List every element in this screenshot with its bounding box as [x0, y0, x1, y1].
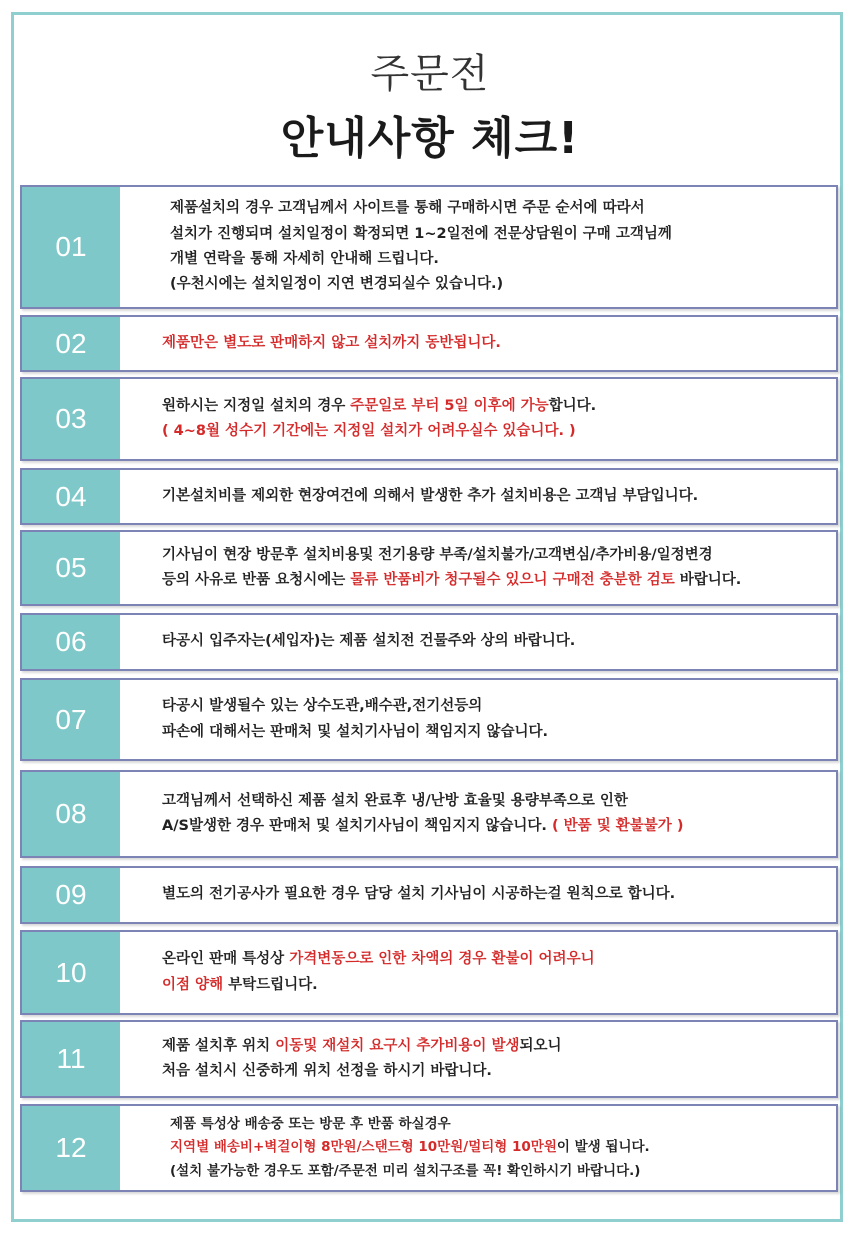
item-text: [162, 772, 830, 856]
item-number-badge: 07: [22, 680, 120, 759]
item-text: [170, 1106, 830, 1190]
text-line: [162, 789, 830, 814]
item-text: [162, 680, 830, 759]
title-line-2: 안내사항 체크!: [280, 113, 580, 164]
body-text: (설치 불가능한 경우도 포함/주문전 미리 설치구조를 꼭! 확인하시기 바랍니다.): [170, 1162, 641, 1179]
body-text: (우천시에는 설치일정이 지연 변경되실수 있습니다.): [170, 276, 504, 293]
body-text: A/S발생한 경우 판매처 및 설치기사님이 책임지지 않습니다.: [162, 818, 552, 834]
text-line: [162, 1059, 830, 1084]
item-number-badge: 10: [22, 932, 120, 1013]
body-text: 온라인 판매 특성상: [162, 951, 290, 968]
body-text: 기사님이 현장 방문후 설치비용및 전기용량 부족/설치불가/고객변심/추가비용/일정변경: [162, 546, 713, 563]
highlight-text: ( 4~8월 성수기 기간에는 지정일 설치가 어려우실수 있습니다. ): [162, 423, 576, 439]
item-text: [162, 868, 830, 922]
text-line: [162, 543, 830, 568]
highlight-text: 이동및 재설치 요구시 추가비용이 발생: [275, 1037, 520, 1054]
notice-item-08: [20, 770, 838, 858]
notice-item-10: [20, 930, 838, 1015]
body-text: 기본설치비를 제외한 현장여건에 의해서 발생한 추가 설치비용은 고객님 부담입니다.: [162, 487, 699, 504]
text-line: [162, 882, 830, 907]
item-number-badge: 01: [22, 187, 120, 307]
text-line: [170, 272, 830, 297]
notice-item-06: [20, 613, 838, 671]
item-text: [162, 615, 830, 669]
item-text: [162, 532, 830, 604]
item-number-badge: 08: [22, 772, 120, 856]
text-line: [162, 484, 830, 509]
body-text: 제품설치의 경우 고객님께서 사이트를 통해 구매하시면 주문 순서에 따라서: [170, 200, 645, 217]
text-line: [170, 1136, 830, 1160]
item-number-badge: 11: [22, 1022, 120, 1096]
item-text: [162, 470, 830, 523]
notice-item-03: [20, 377, 838, 461]
highlight-text: 물류 반품비가 청구될수 있으니 구매전 충분한 검토: [350, 572, 675, 588]
body-text: 합니다.: [548, 397, 597, 414]
highlight-text: 주문일로 부터 5일 이후에 가능: [350, 397, 549, 414]
title-line-1: 주문전: [370, 51, 490, 97]
highlight-text: 이점 양해: [162, 976, 224, 993]
text-line: [162, 1034, 830, 1059]
body-text: 이 발생 됩니다.: [556, 1139, 650, 1156]
body-text: 타공시 입주자는(세입자)는 제품 설치전 건물주와 상의 바랍니다.: [162, 633, 576, 650]
item-text: [162, 379, 830, 459]
notice-item-09: [20, 866, 838, 924]
notice-item-01: [20, 185, 838, 309]
body-text: 원하시는 지정일 설치의 경우: [162, 397, 351, 414]
text-line: [162, 720, 830, 745]
text-line: [162, 947, 830, 972]
text-line: [162, 331, 830, 356]
text-line: [170, 222, 830, 247]
notice-item-12: [20, 1104, 838, 1192]
item-number-badge: 06: [22, 615, 120, 669]
notice-item-02: [20, 315, 838, 372]
highlight-text: 가격변동으로 인한 차액의 경우 환불이 어려우니: [289, 951, 595, 968]
item-text: [162, 932, 830, 1013]
item-text: [162, 317, 830, 370]
highlight-text: ( 반품 및 환불불가 ): [551, 818, 684, 834]
body-text: 개별 연락을 통해 자세히 안내해 드립니다.: [170, 251, 439, 267]
text-line: [162, 973, 830, 998]
body-text: 등의 사유로 반품 요청시에는: [162, 572, 351, 588]
item-number-badge: 02: [22, 317, 120, 370]
text-line: [170, 247, 830, 272]
body-text: 제품 설치후 위치: [162, 1037, 276, 1054]
item-text: [162, 1022, 830, 1096]
body-text: 파손에 대해서는 판매처 및 설치기사님이 책임지지 않습니다.: [162, 723, 548, 740]
text-line: [162, 394, 830, 419]
body-text: 처음 설치시 신중하게 위치 선정을 하시기 바랍니다.: [162, 1063, 492, 1079]
body-text: 타공시 발생될수 있는 상수도관,배수관,전기선등의: [162, 698, 483, 715]
body-text: 제품 특성상 배송중 또는 방문 후 반품 하실경우: [170, 1115, 451, 1132]
body-text: 설치가 진행되며 설치일정이 확정되면 1~2일전에 전문상담원이 구매 고객님께: [170, 225, 672, 242]
notice-item-11: [20, 1020, 838, 1098]
item-number-badge: 05: [22, 532, 120, 604]
body-text: 부탁드립니다.: [223, 976, 318, 993]
text-line: [170, 196, 830, 221]
text-line: [170, 1160, 830, 1184]
highlight-text: 제품만은 별도로 판매하지 않고 설치까지 동반됩니다.: [162, 334, 501, 351]
item-number-badge: 04: [22, 470, 120, 523]
body-text: 바랍니다.: [674, 572, 742, 588]
text-line: [170, 1113, 830, 1137]
text-line: [162, 629, 830, 654]
notice-item-07: [20, 678, 838, 761]
item-text: [170, 187, 830, 307]
item-number-badge: 03: [22, 379, 120, 459]
highlight-text: 지역별 배송비+벽걸이형 8만원/스탠드형 10만원/멀티형 10만원: [170, 1139, 557, 1156]
text-line: [162, 814, 830, 839]
body-text: 별도의 전기공사가 필요한 경우 담당 설치 기사님이 시공하는걸 원칙으로 합니다.: [162, 886, 676, 903]
body-text: 되오니: [519, 1037, 562, 1054]
item-number-badge: 09: [22, 868, 120, 922]
notice-item-05: [20, 530, 838, 606]
notice-item-04: [20, 468, 838, 525]
text-line: [162, 568, 830, 593]
item-number-badge: 12: [22, 1106, 120, 1190]
text-line: [162, 694, 830, 719]
body-text: 고객님께서 선택하신 제품 설치 완료후 냉/난방 효율및 용량부족으로 인한: [162, 792, 628, 809]
text-line: [162, 419, 830, 444]
